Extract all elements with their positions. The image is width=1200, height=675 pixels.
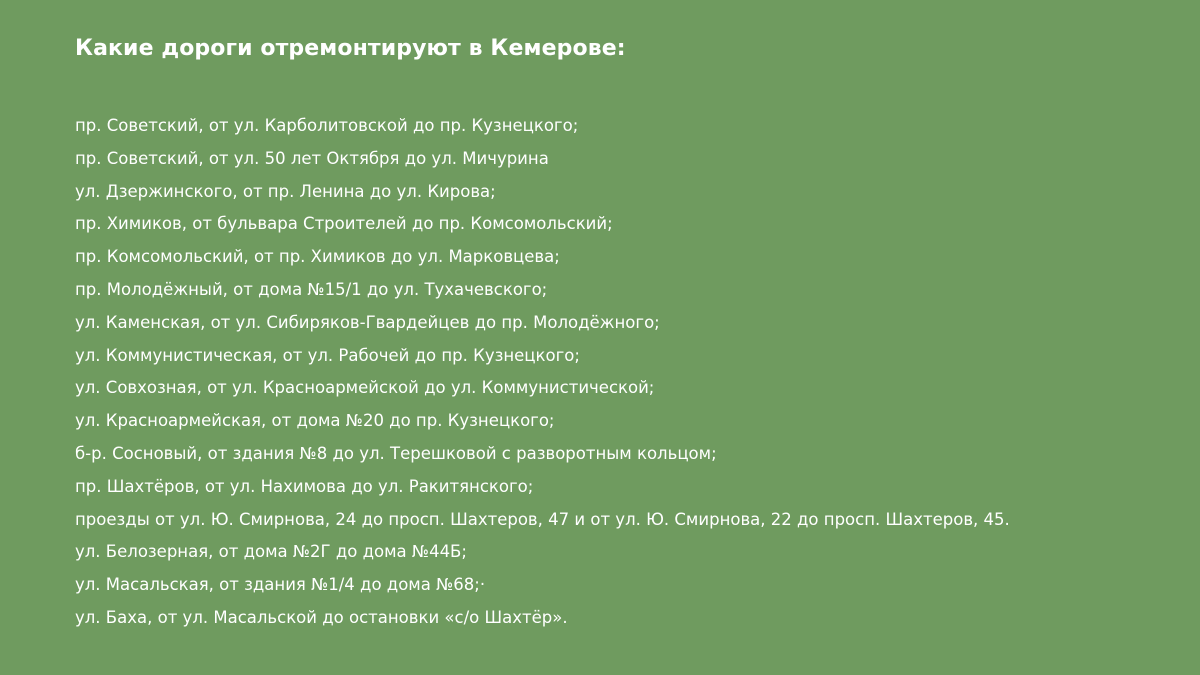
list-item: пр. Комсомольский, от пр. Химиков до ул. Марковцева;	[75, 247, 560, 267]
list-item: проезды от ул. Ю. Смирнова, 24 до просп. Шахтеров, 47 и от ул. Ю. Смирнова, 22 до просп. Шахтеров, 45.	[75, 509, 1010, 529]
page-title: Какие дороги отремонтируют в Кемерове:	[75, 36, 626, 61]
list-item: ул. Каменская, от ул. Сибиряков-Гвардейцев до пр. Молодёжного;	[75, 312, 660, 332]
list-item: ул. Красноармейская, от дома №20 до пр. Кузнецкого;	[75, 411, 555, 431]
list-item: ул. Дзержинского, от пр. Ленина до ул. Кирова;	[75, 181, 496, 201]
list-item: пр. Советский, от ул. Карболитовской до пр. Кузнецкого;	[75, 116, 579, 135]
list-item: пр. Шахтёров, от ул. Нахимова до ул. Ракитянского;	[75, 476, 534, 496]
list-item: пр. Советский, от ул. 50 лет Октября до ул. Мичурина	[75, 148, 549, 168]
list-item: ул. Масальская, от здания №1/4 до дома №68;·	[75, 575, 486, 595]
list-item: ул. Баха, от ул. Масальской до остановки «с/о Шахтёр».	[75, 607, 568, 627]
list-item: пр. Молодёжный, от дома №15/1 до ул. Тухачевского;	[75, 279, 548, 299]
list-item: б-р. Сосновый, от здания №8 до ул. Терешковой с разворотным кольцом;	[75, 443, 717, 463]
list-item: пр. Химиков, от бульвара Строителей до пр. Комсомольский;	[75, 214, 613, 234]
road-list	[75, 112, 1010, 637]
list-item: ул. Коммунистическая, от ул. Рабочей до пр. Кузнецкого;	[75, 345, 580, 365]
list-item: ул. Совхозная, от ул. Красноармейской до ул. Коммунистической;	[75, 378, 655, 398]
list-item: ул. Белозерная, от дома №2Г до дома №44Б;	[75, 542, 467, 562]
